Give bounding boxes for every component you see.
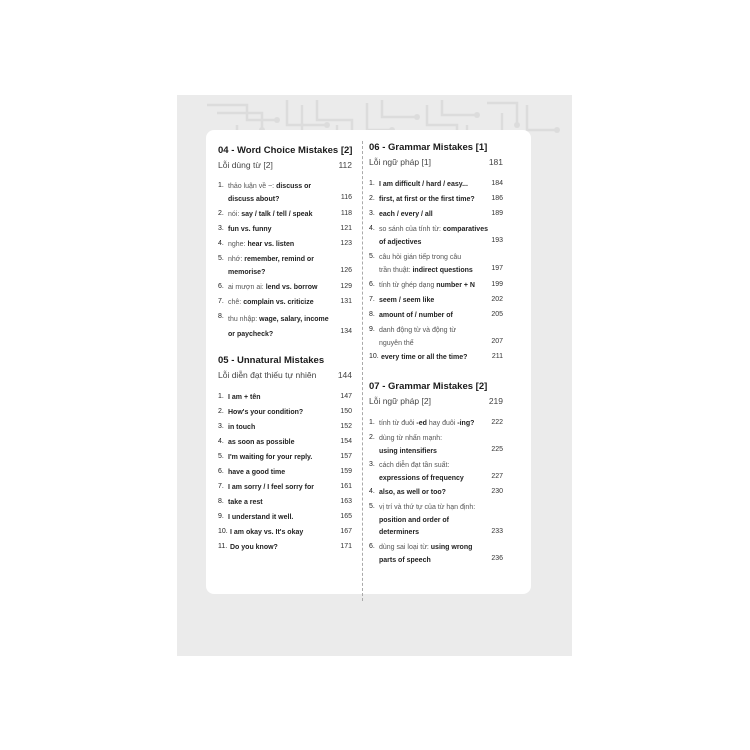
item-label-cont: nguyên thể <box>379 339 414 347</box>
item-page: 225 <box>491 446 503 453</box>
section-subtitle <box>218 160 352 170</box>
section-page: 144 <box>337 370 352 380</box>
item-number: 2. <box>369 195 375 202</box>
item-english: number + N <box>436 282 475 289</box>
item-number: 1. <box>218 393 224 400</box>
item-page: 116 <box>340 194 352 201</box>
item-number: 2. <box>218 408 224 415</box>
item-number: 10. <box>218 528 228 535</box>
item-number: 3. <box>369 461 375 468</box>
item-english: first, at first or the first time? <box>379 196 475 203</box>
item-page: 159 <box>340 468 352 475</box>
item-text <box>379 433 442 458</box>
item-page: 126 <box>340 267 352 274</box>
item-page: 236 <box>491 555 503 562</box>
item-english: every time or all the time? <box>381 354 468 361</box>
item-number: 5. <box>218 453 224 460</box>
item-english: in touch <box>228 424 256 431</box>
item-number: 5. <box>369 253 375 260</box>
item-number: 7. <box>218 483 224 490</box>
item-english: discuss or <box>276 183 312 190</box>
item-number: 8. <box>218 498 224 505</box>
item-text <box>228 282 317 295</box>
item-english: also, as well or too? <box>379 489 446 496</box>
item-page: 129 <box>340 283 352 290</box>
item-english-cont: discuss about? <box>228 195 280 203</box>
item-english: Do you know? <box>230 544 278 551</box>
item-english: I understand it well. <box>228 514 294 521</box>
item-text <box>379 502 475 540</box>
item-number: 6. <box>218 283 224 290</box>
item-label: nhớ: <box>228 256 243 263</box>
item-text <box>228 297 314 310</box>
item-number: 2. <box>218 210 224 217</box>
item-page: 150 <box>340 408 352 415</box>
item-english: remember, remind or <box>244 256 314 263</box>
item-page: 222 <box>491 419 503 426</box>
item-text <box>379 542 472 567</box>
item-number: 5. <box>369 503 375 510</box>
item-page: 147 <box>340 393 352 400</box>
item-number: 4. <box>369 488 375 495</box>
item-number: 6. <box>369 543 375 550</box>
item-number: 7. <box>369 296 375 303</box>
item-text <box>379 325 456 350</box>
section-subtitle-text: Lỗi diễn đạt thiếu tự nhiên <box>218 370 317 380</box>
item-english: have a good time <box>228 469 286 476</box>
item-label-cont: trần thuật: <box>379 266 411 274</box>
item-english: I am sorry / I feel sorry for <box>228 484 314 491</box>
item-number: 6. <box>369 281 375 288</box>
item-label: ai mượn ai: <box>228 284 264 291</box>
item-page: 131 <box>340 298 352 305</box>
item-page: 123 <box>340 240 352 247</box>
item-page: 121 <box>340 225 352 232</box>
item-english: each / every / all <box>379 211 433 218</box>
item-page: 118 <box>340 210 352 217</box>
item-english: I am + tên <box>228 394 261 401</box>
item-text <box>228 181 311 206</box>
item-page: 207 <box>491 338 503 345</box>
item-english: expressions of frequency <box>379 474 464 482</box>
item-page: 189 <box>491 210 503 217</box>
item-number: 3. <box>369 210 375 217</box>
item-number: 9. <box>369 326 375 333</box>
item-english: amount of / number of <box>379 312 453 319</box>
item-label: dùng sai loại từ: <box>379 544 429 551</box>
item-label-mid: hay đuôi <box>428 420 456 427</box>
item-text <box>228 254 314 279</box>
item-text <box>228 239 294 252</box>
item-number: 1. <box>369 180 375 187</box>
item-text <box>228 224 272 237</box>
item-text <box>379 280 475 293</box>
item-number: 6. <box>218 468 224 475</box>
item-english: fun vs. funny <box>228 226 272 233</box>
item-english-cont: or paycheck? <box>228 331 274 338</box>
column-divider <box>362 141 363 601</box>
item-english: as soon as possible <box>228 439 295 446</box>
item-page: 233 <box>491 528 503 535</box>
item-label: thảo luận về ~: <box>228 183 275 190</box>
item-english: I am okay vs. It's okay <box>230 529 304 536</box>
section-page: 219 <box>488 396 503 406</box>
item-label: so sánh của tính từ: <box>379 226 441 233</box>
item-number: 4. <box>218 240 224 247</box>
item-english: using intensifiers <box>379 447 437 455</box>
item-number: 3. <box>218 225 224 232</box>
item-number: 1. <box>369 419 375 426</box>
item-text <box>379 224 488 249</box>
item-english: take a rest <box>228 499 263 506</box>
section-subtitle <box>369 157 503 167</box>
item-page: 134 <box>340 328 352 335</box>
item-english: complain vs. criticize <box>243 299 314 306</box>
section-page: 112 <box>338 160 352 170</box>
item-page: 171 <box>340 543 352 550</box>
item-page: 205 <box>491 311 503 318</box>
item-page: 199 <box>491 281 503 288</box>
item-label: dùng từ nhấn mạnh: <box>379 435 443 442</box>
item-number: 10. <box>369 353 379 360</box>
item-number: 3. <box>218 423 224 430</box>
section-title: 05 - Unnatural Mistakes <box>218 355 325 366</box>
item-page: 152 <box>340 423 352 430</box>
item-english: seem / seem like <box>379 297 435 304</box>
item-number: 7. <box>218 298 224 305</box>
item-english: lend vs. borrow <box>265 284 318 291</box>
item-english: I'm waiting for your reply. <box>228 454 313 461</box>
item-page: 227 <box>491 473 503 480</box>
item-english: comparatives <box>442 226 488 233</box>
item-number: 5. <box>218 255 224 262</box>
item-text <box>379 252 473 277</box>
item-english: position and order of <box>379 516 449 524</box>
item-label: nghe: <box>228 241 246 248</box>
section-title: 07 - Grammar Mistakes [2] <box>369 381 488 392</box>
item-english-cont: of adjectives <box>379 238 422 246</box>
item-number: 8. <box>218 313 224 320</box>
item-english-end: -ing? <box>457 420 475 427</box>
item-label: thu nhập: <box>228 316 258 323</box>
section-title: 04 - Word Choice Mistakes [2] <box>218 145 353 156</box>
item-page: 165 <box>340 513 352 520</box>
item-english: say / talk / tell / speak <box>241 211 313 218</box>
item-text <box>228 209 312 222</box>
item-english: wage, salary, income <box>259 316 329 323</box>
item-english-cont: parts of speech <box>379 556 431 564</box>
item-label: tính từ ghép dạng <box>379 282 435 289</box>
section-subtitle-text: Lỗi ngữ pháp [2] <box>369 396 431 406</box>
item-page: 230 <box>491 488 503 495</box>
item-page: 197 <box>491 265 503 272</box>
item-english: indirect questions <box>412 266 473 274</box>
item-label: tính từ đuôi <box>379 420 415 427</box>
item-label: nói: <box>228 211 240 218</box>
item-number: 9. <box>218 513 224 520</box>
section-subtitle <box>369 396 503 406</box>
item-english: I am difficult / hard / easy... <box>379 181 468 188</box>
item-text <box>379 418 474 431</box>
item-english: using wrong <box>430 544 473 551</box>
item-english-cont: memorise? <box>228 268 266 276</box>
item-english: -ed <box>416 420 427 427</box>
item-page: 163 <box>340 498 352 505</box>
item-page: 202 <box>491 296 503 303</box>
section-subtitle <box>218 370 352 380</box>
item-page: 157 <box>340 453 352 460</box>
item-number: 2. <box>369 434 375 441</box>
item-label: cách diễn đạt tần suất: <box>379 462 450 469</box>
section-page: 181 <box>488 157 503 167</box>
item-page: 184 <box>491 180 503 187</box>
item-english-cont: determiners <box>379 529 420 536</box>
item-number: 4. <box>369 225 375 232</box>
section-subtitle-text: Lỗi dùng từ [2] <box>218 160 273 170</box>
item-page: 211 <box>491 353 503 360</box>
item-label: câu hỏi gián tiếp trong câu <box>379 254 462 261</box>
item-number: 1. <box>218 182 224 189</box>
item-page: 161 <box>340 483 352 490</box>
item-number: 11. <box>218 543 228 550</box>
section-title: 06 - Grammar Mistakes [1] <box>369 142 488 153</box>
section-subtitle-text: Lỗi ngữ pháp [1] <box>369 157 431 167</box>
item-number: 8. <box>369 311 375 318</box>
item-page: 167 <box>340 528 352 535</box>
item-text <box>379 460 464 485</box>
item-english: How's your condition? <box>228 409 304 416</box>
item-page: 186 <box>491 195 503 202</box>
item-label: danh động từ và động từ <box>379 327 457 334</box>
item-text <box>228 312 329 342</box>
item-page: 154 <box>340 438 352 445</box>
item-english: hear vs. listen <box>247 241 295 248</box>
item-number: 4. <box>218 438 224 445</box>
item-page: 193 <box>491 237 503 244</box>
item-label: chê: <box>228 299 242 306</box>
item-label: vị trí và thứ tự của từ hạn định: <box>379 504 476 511</box>
